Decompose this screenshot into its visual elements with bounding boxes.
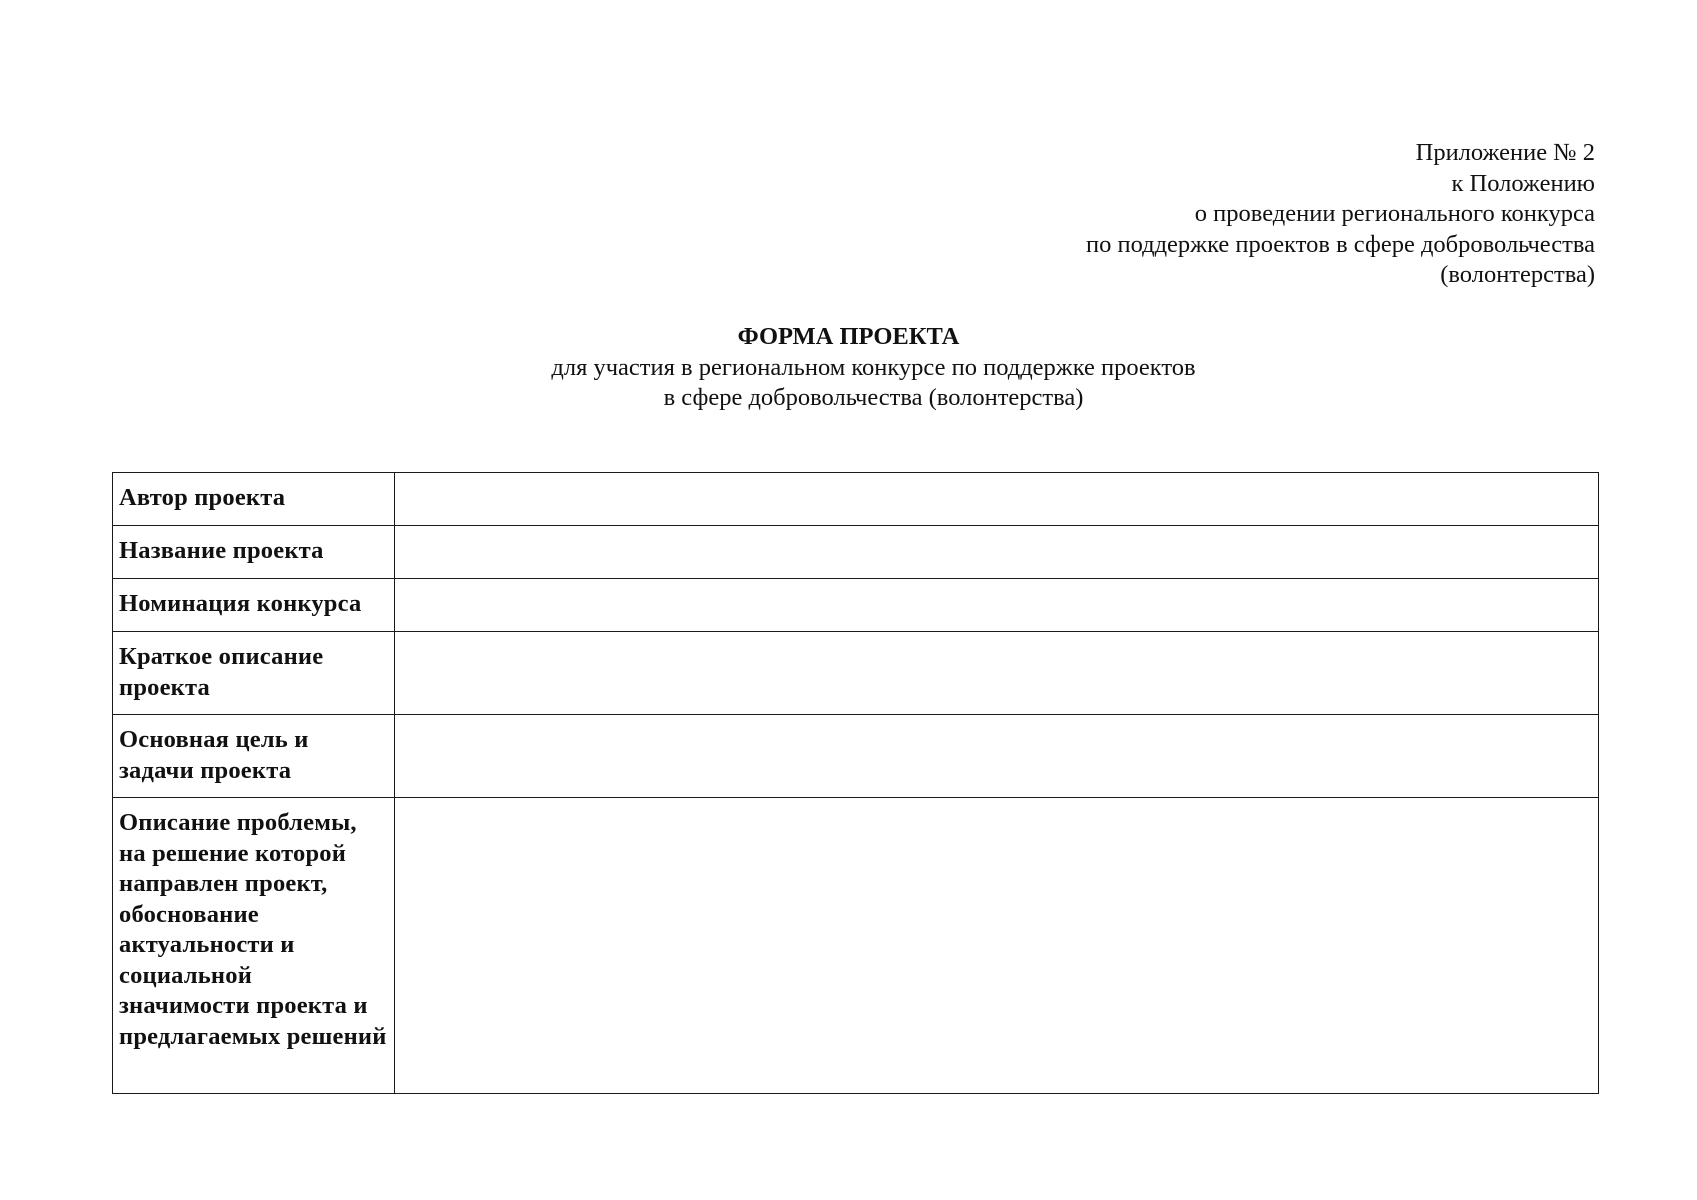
row-label-problem-description: Описание проблемы, на решение которой направлен проект, обоснование актуальности и социальной значимости проекта и предлагаемых решений — [113, 798, 395, 1094]
field-nomination[interactable] — [395, 579, 1599, 632]
field-project-name[interactable] — [395, 526, 1599, 579]
field-problem-description[interactable] — [395, 798, 1599, 1094]
row-label-short-description: Краткое описание проекта — [113, 632, 395, 715]
annex-line-2: к Положению — [1451, 169, 1595, 197]
annex-line-5: (волонтерства) — [1440, 261, 1595, 288]
row-label-project-name: Название проекта — [113, 526, 395, 579]
form-title: ФОРМА ПРОЕКТА — [737, 323, 960, 350]
project-form-table — [112, 472, 1599, 1094]
table-row — [113, 473, 1599, 526]
table-row — [113, 632, 1599, 715]
annex-header — [1086, 138, 1595, 291]
table-row — [113, 526, 1599, 579]
annex-line-3: о проведении регионального конкурса — [1194, 200, 1595, 227]
annex-line-1: Приложение № 2 — [1415, 139, 1595, 166]
form-subtitle-line-1: для участия в региональном конкурсе по поддержке проектов — [551, 353, 1196, 381]
field-author[interactable] — [395, 473, 1599, 526]
table-row — [113, 579, 1599, 632]
table-row — [113, 798, 1599, 1094]
row-label-goal-tasks: Основная цель и задачи проекта — [113, 715, 395, 798]
field-goal-tasks[interactable] — [395, 715, 1599, 798]
form-subtitle-line-2: в сфере добровольчества (волонтерства) — [663, 384, 1084, 411]
table-row — [113, 715, 1599, 798]
row-label-nomination: Номинация конкурса — [113, 579, 395, 632]
field-short-description[interactable] — [395, 632, 1599, 715]
annex-line-4: по поддержке проектов в сфере добровольчества — [1085, 230, 1595, 258]
row-label-author: Автор проекта — [113, 473, 395, 526]
form-heading — [0, 322, 1697, 414]
